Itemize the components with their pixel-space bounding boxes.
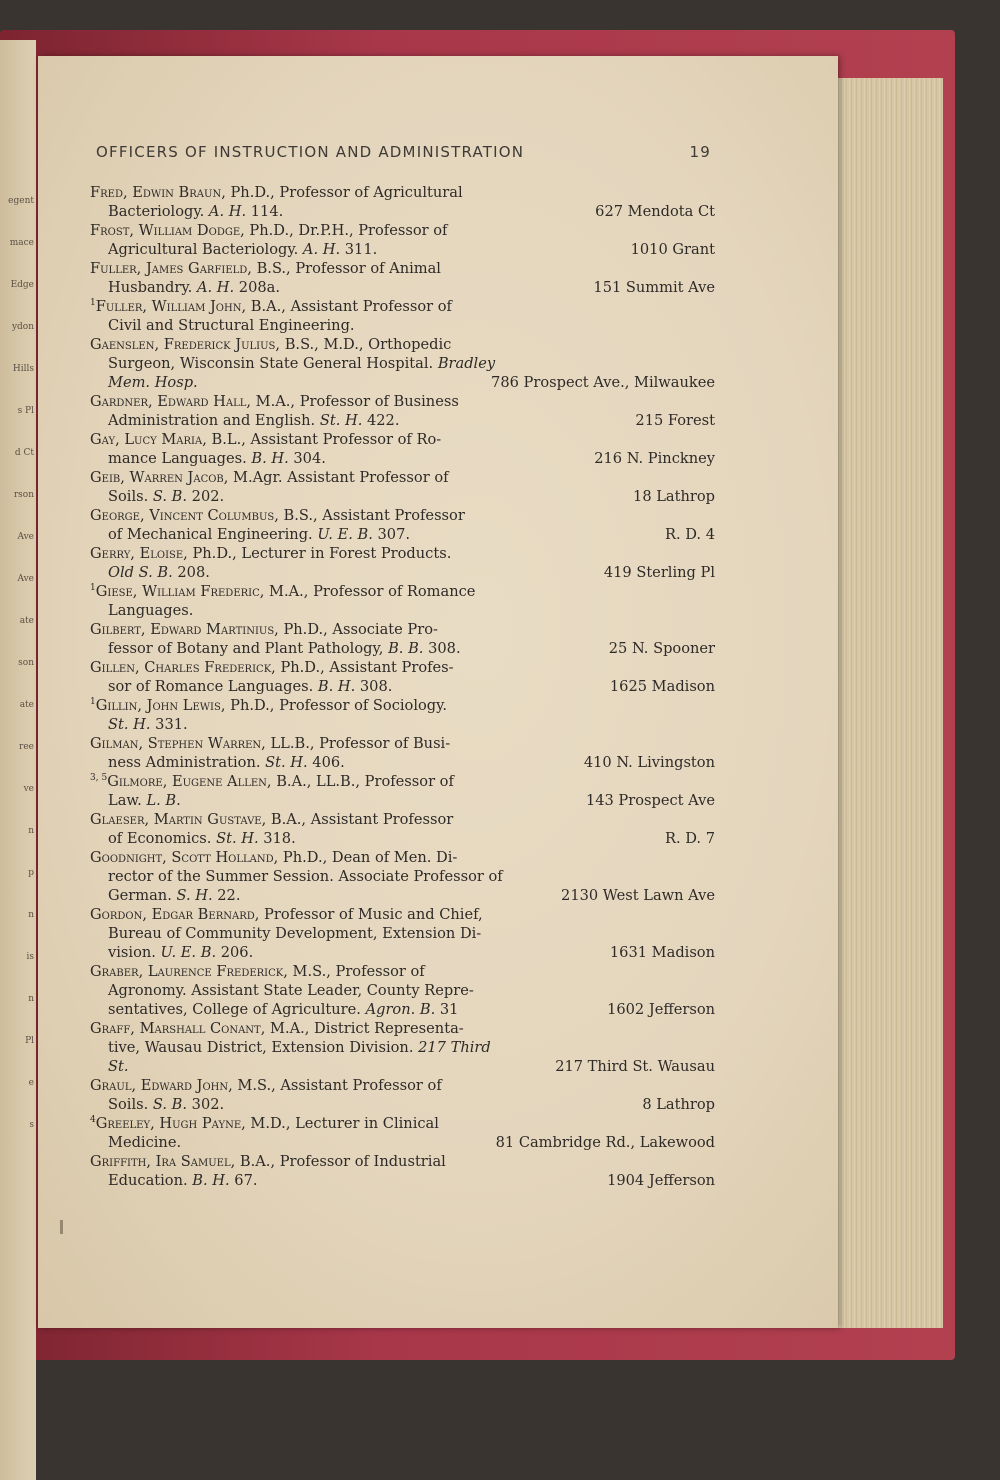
person-name: Gaenslen, Frederick Julius, <box>90 336 281 353</box>
entry-continuation-line <box>90 278 715 297</box>
entry-text: Ph.D., Professor of Sociology. <box>225 697 448 714</box>
entry-text: Ph.D., Dean of Men. Di- <box>278 849 458 866</box>
page-stack-edges <box>833 78 943 1328</box>
office-location: B. H. <box>251 450 289 467</box>
previous-page-fragment: ydon <box>11 322 34 332</box>
home-address: 81 Cambridge Rd., Lakewood <box>495 1134 715 1151</box>
entry-continuation-line <box>90 829 715 848</box>
home-address: 18 Lathrop <box>633 488 715 505</box>
previous-page-fragment: rson <box>13 490 34 500</box>
running-head <box>96 143 711 161</box>
directory-entry <box>90 259 715 297</box>
entry-first-line <box>90 335 715 354</box>
person-name: Glaeser, Martin Gustave, <box>90 811 267 828</box>
page-heading: OFFICERS OF INSTRUCTION AND ADMINISTRATION <box>96 143 525 161</box>
home-address: R. D. 4 <box>664 526 715 543</box>
entry-text: B.A., Assistant Professor <box>266 811 454 828</box>
page-mark <box>60 1220 63 1234</box>
entry-text: B.A., LL.B., Professor of <box>271 773 454 790</box>
office-location: A. H. <box>208 203 247 220</box>
entry-text: Agricultural Bacteriology. <box>108 241 299 258</box>
previous-page-fragment: egent <box>8 196 34 206</box>
previous-page-fragment: Ave <box>17 532 34 542</box>
office-location: A. H. <box>196 279 235 296</box>
person-name: Geib, Warren Jacob, <box>90 469 229 486</box>
entry-first-line <box>90 183 715 202</box>
previous-page-fragment: Hills <box>12 364 34 374</box>
person-name: Gillen, Charles Frederick, <box>90 659 276 676</box>
person-name: Gilmore, Eugene Allen, <box>107 773 272 790</box>
room-number: 302. <box>187 1096 225 1113</box>
directory-entry <box>90 1152 715 1190</box>
person-name: Gerry, Eloise, <box>90 545 188 562</box>
entry-first-line <box>90 259 715 278</box>
room-number: 422. <box>362 412 400 429</box>
entry-text: Law. <box>108 792 142 809</box>
room-number: 208. <box>172 564 210 581</box>
entry-continuation-line <box>90 202 715 221</box>
entry-text: M.D., Lecturer in Clinical <box>245 1115 439 1132</box>
entry-continuation-line <box>90 1171 715 1190</box>
office-location: U. E. B. <box>317 526 373 543</box>
entry-first-line <box>90 772 715 791</box>
office-location: S. B. <box>152 488 188 505</box>
room-number: 307. <box>372 526 410 543</box>
entry-first-line <box>90 658 715 677</box>
entry-first-line <box>90 1114 715 1133</box>
home-address: 25 N. Spooner <box>608 640 715 657</box>
person-name: Frost, William Dodge, <box>90 222 245 239</box>
office-location: A. H. <box>302 241 341 258</box>
home-address: 143 Prospect Ave <box>585 792 715 809</box>
entry-continuation-line <box>90 1057 715 1076</box>
directory-entry <box>90 297 715 335</box>
previous-page-fragment: n <box>28 910 34 920</box>
entry-text: Medicine. <box>108 1134 182 1151</box>
entry-text: of Economics. <box>108 830 212 847</box>
entry-text: of Mechanical Engineering. <box>108 526 313 543</box>
previous-page-fragment: n <box>28 826 34 836</box>
entry-text: Ph.D., Dr.P.H., Professor of <box>244 222 448 239</box>
entry-first-line <box>90 506 715 525</box>
entry-continuation-line <box>90 411 715 430</box>
room-number: 22. <box>212 887 241 904</box>
entry-text: Bureau of Community Development, Extension Di- <box>108 925 482 942</box>
previous-page-fragment: Pl <box>25 1036 34 1046</box>
home-address: 627 Mendota Ct <box>595 203 715 220</box>
person-name: Giese, William Frederic, <box>95 583 265 600</box>
entry-continuation-line <box>90 867 715 886</box>
person-name: Gillin, John Lewis, <box>95 697 226 714</box>
room-number: 308. <box>355 678 393 695</box>
directory-entry <box>90 582 715 620</box>
entry-text: ness Administration. <box>108 754 261 771</box>
entry-text: fessor of Botany and Plant Pathology, <box>108 640 384 657</box>
entry-first-line <box>90 905 715 924</box>
entry-first-line <box>90 582 715 601</box>
previous-page-fragment: s <box>29 1120 34 1130</box>
room-number: 67. <box>229 1172 258 1189</box>
entry-continuation-line <box>90 981 715 1000</box>
entry-first-line <box>90 620 715 639</box>
entry-text: B.S., Professor of Animal <box>251 260 441 277</box>
office-location: Old S. B. <box>108 564 173 581</box>
entry-first-line <box>90 1152 715 1171</box>
room-number: 304. <box>288 450 326 467</box>
directory-entry <box>90 430 715 468</box>
entry-continuation-line <box>90 753 715 772</box>
person-name: Gilbert, Edward Martinius, <box>90 621 279 638</box>
entry-first-line <box>90 430 715 449</box>
previous-page-fragment: d Ct <box>14 448 34 458</box>
entry-continuation-line <box>90 677 715 696</box>
entry-text: mance Languages. <box>108 450 247 467</box>
room-number: 202. <box>187 488 225 505</box>
person-name: Gordon, Edgar Bernard, <box>90 906 260 923</box>
home-address: 786 Prospect Ave., Milwaukee <box>491 374 715 391</box>
entry-text: Professor of Music and Chief, <box>259 906 483 923</box>
previous-page-fragment: mace <box>9 238 34 248</box>
home-address: 1010 Grant <box>630 241 715 258</box>
office-location: Mem. Hosp. <box>108 374 198 391</box>
office-location: St. H. <box>108 716 151 733</box>
entry-continuation-line <box>90 791 715 810</box>
previous-page-fragment: son <box>18 658 34 668</box>
home-address: 216 N. Pinckney <box>594 450 715 467</box>
directory-entry <box>90 962 715 1019</box>
person-name: Fuller, James Garfield, <box>90 260 252 277</box>
entry-continuation-line <box>90 1133 715 1152</box>
entry-continuation-line <box>90 943 715 962</box>
entry-text: Administration and English. <box>108 412 316 429</box>
directory-entry <box>90 335 715 392</box>
entry-continuation-line <box>90 354 715 373</box>
office-location: U. E. B. <box>160 944 217 961</box>
faculty-directory <box>90 183 715 1190</box>
office-location: St. H. <box>216 830 259 847</box>
directory-entry <box>90 848 715 905</box>
directory-entry <box>90 772 715 810</box>
office-location: St. H. <box>319 412 363 429</box>
person-name: George, Vincent Columbus, <box>90 507 279 524</box>
office-location: B. H. <box>317 678 356 695</box>
entry-text: Surgeon, Wisconsin State General Hospital. <box>108 355 434 372</box>
previous-page-fragment: Edge <box>10 280 34 290</box>
entry-continuation-line <box>90 316 715 335</box>
entry-first-line <box>90 468 715 487</box>
home-address: 2130 West Lawn Ave <box>561 887 715 904</box>
office-location: S. H. <box>176 887 213 904</box>
entry-text: Education. <box>108 1172 188 1189</box>
entry-text: tive, Wausau District, Extension Division. <box>108 1039 414 1056</box>
entry-continuation-line <box>90 525 715 544</box>
entry-first-line <box>90 848 715 867</box>
person-name: Graul, Edward John, <box>90 1077 233 1094</box>
entry-text: M.Agr. Assistant Professor of <box>228 469 449 486</box>
entry-continuation-line <box>90 1038 715 1057</box>
entry-text: Ph.D., Assistant Profes- <box>275 659 454 676</box>
page-number: 19 <box>689 143 711 161</box>
entry-text: B.L., Assistant Professor of Ro- <box>206 431 442 448</box>
entry-text: M.A., Professor of Romance <box>264 583 476 600</box>
room-number: 308. <box>423 640 461 657</box>
person-name: Gardner, Edward Hall, <box>90 393 252 410</box>
person-name: Graber, Laurence Frederick, <box>90 963 288 980</box>
entry-first-line <box>90 734 715 753</box>
entry-first-line <box>90 810 715 829</box>
previous-page-fragment: ve <box>23 784 34 794</box>
office-location: Bradley <box>437 355 496 372</box>
room-number: 406. <box>307 754 345 771</box>
home-address: 1904 Jefferson <box>607 1172 715 1189</box>
entry-text: M.A., District Representa- <box>265 1020 464 1037</box>
previous-page-fragment: ate <box>19 700 34 710</box>
entry-continuation-line <box>90 639 715 658</box>
office-location: St. H. <box>265 754 308 771</box>
person-name: Goodnight, Scott Holland, <box>90 849 279 866</box>
entry-text: B.A., Assistant Professor of <box>246 298 452 315</box>
entry-continuation-line <box>90 715 715 734</box>
person-name: Graff, Marshall Conant, <box>90 1020 266 1037</box>
entry-text: German. <box>108 887 172 904</box>
person-name: Greeley, Hugh Payne, <box>95 1115 246 1132</box>
room-number: 311. <box>340 241 378 258</box>
entry-first-line <box>90 962 715 981</box>
directory-entry <box>90 392 715 430</box>
entry-text: Ph.D., Associate Pro- <box>278 621 438 638</box>
entry-continuation-line <box>90 487 715 506</box>
entry-continuation-line <box>90 1000 715 1019</box>
entry-text: Husbandry. <box>108 279 193 296</box>
home-address: 1602 Jefferson <box>607 1001 715 1018</box>
directory-entry <box>90 506 715 544</box>
entry-continuation-line <box>90 563 715 582</box>
entry-text: Ph.D., Lecturer in Forest Products. <box>187 545 452 562</box>
entry-text: Agronomy. Assistant State Leader, County Repre- <box>108 982 474 999</box>
previous-page-fragment: s Pl <box>17 406 34 416</box>
room-number: 114. <box>246 203 284 220</box>
entry-text: Civil and Structural Engineering. <box>108 317 355 334</box>
directory-entry <box>90 1114 715 1152</box>
home-address: 8 Lathrop <box>642 1096 715 1113</box>
room-number: 206. <box>216 944 254 961</box>
entry-continuation-line <box>90 240 715 259</box>
entry-text: B.S., Assistant Professor <box>278 507 465 524</box>
entry-text: B.S., M.D., Orthopedic <box>280 336 452 353</box>
entry-continuation-line <box>90 373 715 392</box>
footnote-marker: 1 <box>90 298 96 309</box>
entry-text: Soils. <box>108 1096 149 1113</box>
previous-page-fragment: ree <box>19 742 34 752</box>
entry-first-line <box>90 1076 715 1095</box>
directory-entry <box>90 221 715 259</box>
office-location: Agron. B. <box>365 1001 436 1018</box>
entry-text: Languages. <box>108 602 194 619</box>
previous-page-fragment: Ave <box>17 574 34 584</box>
home-address: 410 N. Livingston <box>583 754 715 771</box>
person-name: Fred, Edwin Braun, <box>90 184 226 201</box>
entry-text: LL.B., Professor of Busi- <box>265 735 451 752</box>
person-name: Gilman, Stephen Warren, <box>90 735 266 752</box>
office-location: B. B. <box>388 640 424 657</box>
directory-entry <box>90 734 715 772</box>
entry-text: Ph.D., Professor of Agricultural <box>225 184 463 201</box>
previous-page-fragment: ate <box>19 616 34 626</box>
entry-text: M.A., Professor of Business <box>251 393 459 410</box>
entry-continuation-line <box>90 886 715 905</box>
office-location: B. H. <box>192 1172 230 1189</box>
home-address: 215 Forest <box>635 412 715 429</box>
room-number: 208a. <box>234 279 280 296</box>
home-address: 151 Summit Ave <box>593 279 715 296</box>
home-address: 419 Sterling Pl <box>603 564 715 581</box>
entry-continuation-line <box>90 601 715 620</box>
directory-entry <box>90 183 715 221</box>
entry-text: sor of Romance Languages. <box>108 678 314 695</box>
directory-entry <box>90 620 715 658</box>
entry-first-line <box>90 544 715 563</box>
entry-text: Soils. <box>108 488 149 505</box>
office-location: S. B. <box>152 1096 188 1113</box>
directory-entry <box>90 905 715 962</box>
home-address: 217 Third St. Wausau <box>555 1058 715 1075</box>
home-address: 1625 Madison <box>609 678 715 695</box>
entry-continuation-line <box>90 449 715 468</box>
office-location: St. <box>108 1058 129 1075</box>
entry-text: vision. <box>108 944 156 961</box>
footnote-marker: 1 <box>90 697 96 708</box>
entry-text: rector of the Summer Session. Associate Professor of <box>108 868 503 885</box>
home-address: 1631 Madison <box>609 944 715 961</box>
footnote-marker: 3, 5 <box>90 773 108 784</box>
person-name: Griffith, Ira Samuel, <box>90 1153 236 1170</box>
previous-page-fragment: is <box>26 952 34 962</box>
directory-entry <box>90 696 715 734</box>
entry-text: Bacteriology. <box>108 203 205 220</box>
office-location: L. B. <box>146 792 181 809</box>
directory-entry <box>90 544 715 582</box>
entry-text: sentatives, College of Agriculture. <box>108 1001 361 1018</box>
room-number: 318. <box>258 830 296 847</box>
entry-continuation-line <box>90 924 715 943</box>
room-number: 31 <box>435 1001 459 1018</box>
home-address: R. D. 7 <box>664 830 715 847</box>
entry-continuation-line <box>90 1095 715 1114</box>
directory-entry <box>90 658 715 696</box>
entry-first-line <box>90 392 715 411</box>
previous-page-fragment: p <box>28 868 34 878</box>
entry-text: M.S., Assistant Professor of <box>232 1077 442 1094</box>
directory-entry <box>90 1076 715 1114</box>
entry-text: M.S., Professor of <box>287 963 425 980</box>
previous-page-fragment: e <box>28 1078 34 1088</box>
previous-page-fragment: n <box>28 994 34 1004</box>
person-name: Gay, Lucy Maria, <box>90 431 207 448</box>
footnote-marker: 4 <box>90 1115 96 1126</box>
room-number: 331. <box>150 716 188 733</box>
office-location: 217 Third <box>418 1039 491 1056</box>
person-name: Fuller, William John, <box>95 298 247 315</box>
entry-text: B.A., Professor of Industrial <box>235 1153 446 1170</box>
directory-entry <box>90 810 715 848</box>
entry-first-line <box>90 221 715 240</box>
entry-first-line <box>90 696 715 715</box>
entry-first-line <box>90 297 715 316</box>
footnote-marker: 1 <box>90 583 96 594</box>
previous-page-edge <box>0 40 36 1480</box>
directory-entry <box>90 1019 715 1076</box>
directory-entry <box>90 468 715 506</box>
entry-first-line <box>90 1019 715 1038</box>
